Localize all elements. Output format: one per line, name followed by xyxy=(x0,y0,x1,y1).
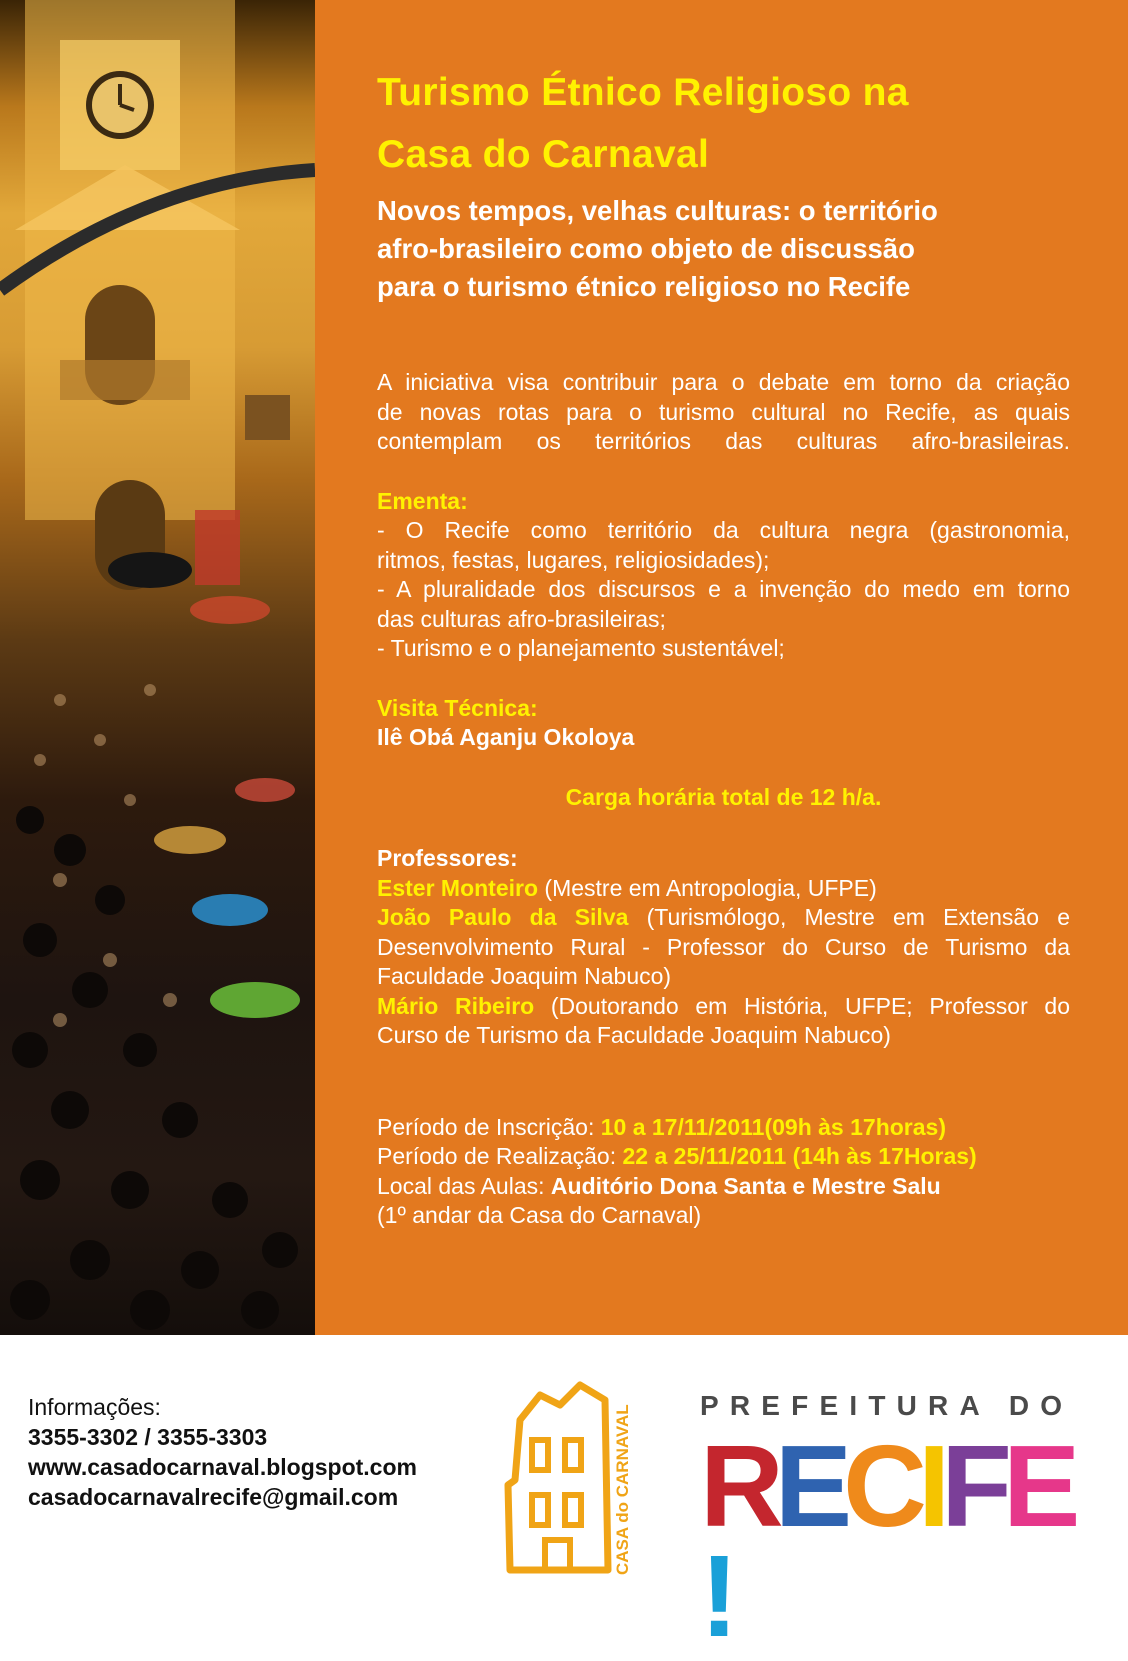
professor-3-name: Mário Ribeiro xyxy=(377,992,535,1019)
professor-2-desc-1: (Turismólogo, Mestre em Extensão e xyxy=(628,904,1070,930)
event-subtitle xyxy=(377,192,1070,306)
local-label: Local das Aulas: xyxy=(377,1172,551,1199)
ementa-item-2-line-2: das culturas afro-brasileiras; xyxy=(377,605,666,632)
professor-3-desc-1: (Doutorando em História, UFPE; Professor do xyxy=(534,992,1070,1019)
visita-heading: Visita Técnica: xyxy=(377,694,538,721)
recife-letter: R xyxy=(700,1421,775,1551)
recife-letter: E xyxy=(774,1421,844,1551)
title-line-2: Casa do Carnaval xyxy=(377,133,710,176)
recife-letter: ! xyxy=(700,1531,730,1661)
local-note: (1º andar da Casa do Carnaval) xyxy=(377,1202,702,1228)
ementa-item-3: - Turismo e o planejamento sustentável; xyxy=(377,635,785,661)
periodo-inscricao xyxy=(377,1113,1070,1143)
realizacao-value: 22 a 25/11/2011 (14h às 17Horas) xyxy=(622,1143,977,1169)
casa-do-carnaval-logo xyxy=(490,1365,640,1585)
local-aulas xyxy=(377,1172,1070,1202)
carnival-church-photo xyxy=(0,0,315,1335)
professores-section xyxy=(377,844,1070,1051)
visita-section xyxy=(377,694,1070,753)
event-title xyxy=(377,62,1070,186)
professor-1-name: Ester Monteiro xyxy=(377,874,539,901)
subtitle-line-1: Novos tempos, velhas culturas: o território xyxy=(377,195,938,226)
intro-line-1: A iniciativa visa contribuir para o debate em torno da criação xyxy=(377,369,1070,395)
prefeitura-label: PREFEITURA DO xyxy=(700,1390,1074,1421)
professor-2-desc-2: Desenvolvimento Rural - Professor do Curso de Turismo da xyxy=(377,933,1070,960)
website-link[interactable]: www.casadocarnaval.blogspot.com xyxy=(28,1454,417,1480)
visita-place: Ilê Obá Aganju Okoloya xyxy=(377,724,635,750)
realizacao-label: Período de Realização: xyxy=(377,1143,623,1169)
subtitle-line-2: afro-brasileiro como objeto de discussão xyxy=(377,233,915,264)
professor-2-line-1 xyxy=(377,903,1070,933)
title-line-1: Turismo Étnico Religioso na xyxy=(377,71,909,114)
local-value: Auditório Dona Santa e Mestre Salu xyxy=(550,1172,941,1199)
recife-logo xyxy=(700,1421,1090,1661)
subtitle-line-3: para o turismo étnico religioso no Recife xyxy=(377,271,911,302)
ementa-heading: Ementa: xyxy=(377,487,468,514)
professores-heading: Professores: xyxy=(377,845,518,871)
ementa-item-2-line-1: - A pluralidade dos discursos e a invenção do medo em torno xyxy=(377,576,1070,602)
recife-letter: F xyxy=(941,1421,1004,1551)
carga-horaria: Carga horária total de 12 h/a. xyxy=(565,783,882,810)
phone-numbers: 3355-3302 / 3355-3303 xyxy=(28,1424,268,1450)
event-content xyxy=(377,62,1070,1231)
professor-2-desc-3: Faculdade Joaquim Nabuco) xyxy=(377,963,672,989)
periodos-section xyxy=(377,1113,1070,1231)
professor-3-line-1 xyxy=(377,992,1070,1022)
inscricao-label: Período de Inscrição: xyxy=(377,1113,601,1140)
professor-2-name: João Paulo da Silva xyxy=(377,904,629,930)
email-link[interactable]: casadocarnavalrecife@gmail.com xyxy=(28,1484,399,1510)
logo-vertical-text: CASA do CARNAVAL xyxy=(613,1404,632,1575)
ementa-item-1-line-1: - O Recife como território da cultura negra (gastronomia, xyxy=(377,517,1070,543)
recife-letter: E xyxy=(1003,1421,1072,1551)
info-label: Informações: xyxy=(28,1394,161,1420)
recife-letter: I xyxy=(917,1421,942,1551)
professor-3-desc-2: Curso de Turismo da Faculdade Joaquim Nabuco) xyxy=(377,1022,891,1048)
contact-info xyxy=(28,1392,417,1512)
recife-letter: C xyxy=(843,1421,918,1551)
professor-1 xyxy=(377,874,1070,904)
periodo-realizacao xyxy=(377,1142,1070,1172)
footer xyxy=(0,1335,1128,1661)
intro-line-3: contemplam os territórios das culturas afro-brasileiras. xyxy=(377,428,1070,454)
intro-line-2: de novas rotas para o turismo cultural no Recife, as quais xyxy=(377,398,1070,425)
professor-1-desc: (Mestre em Antropologia, UFPE) xyxy=(538,874,877,901)
ementa-item-1-line-2: ritmos, festas, lugares, religiosidades); xyxy=(377,546,770,573)
ementa-section xyxy=(377,487,1070,664)
inscricao-value: 10 a 17/11/2011(09h às 17horas) xyxy=(600,1113,946,1140)
intro-paragraph xyxy=(377,368,1070,457)
